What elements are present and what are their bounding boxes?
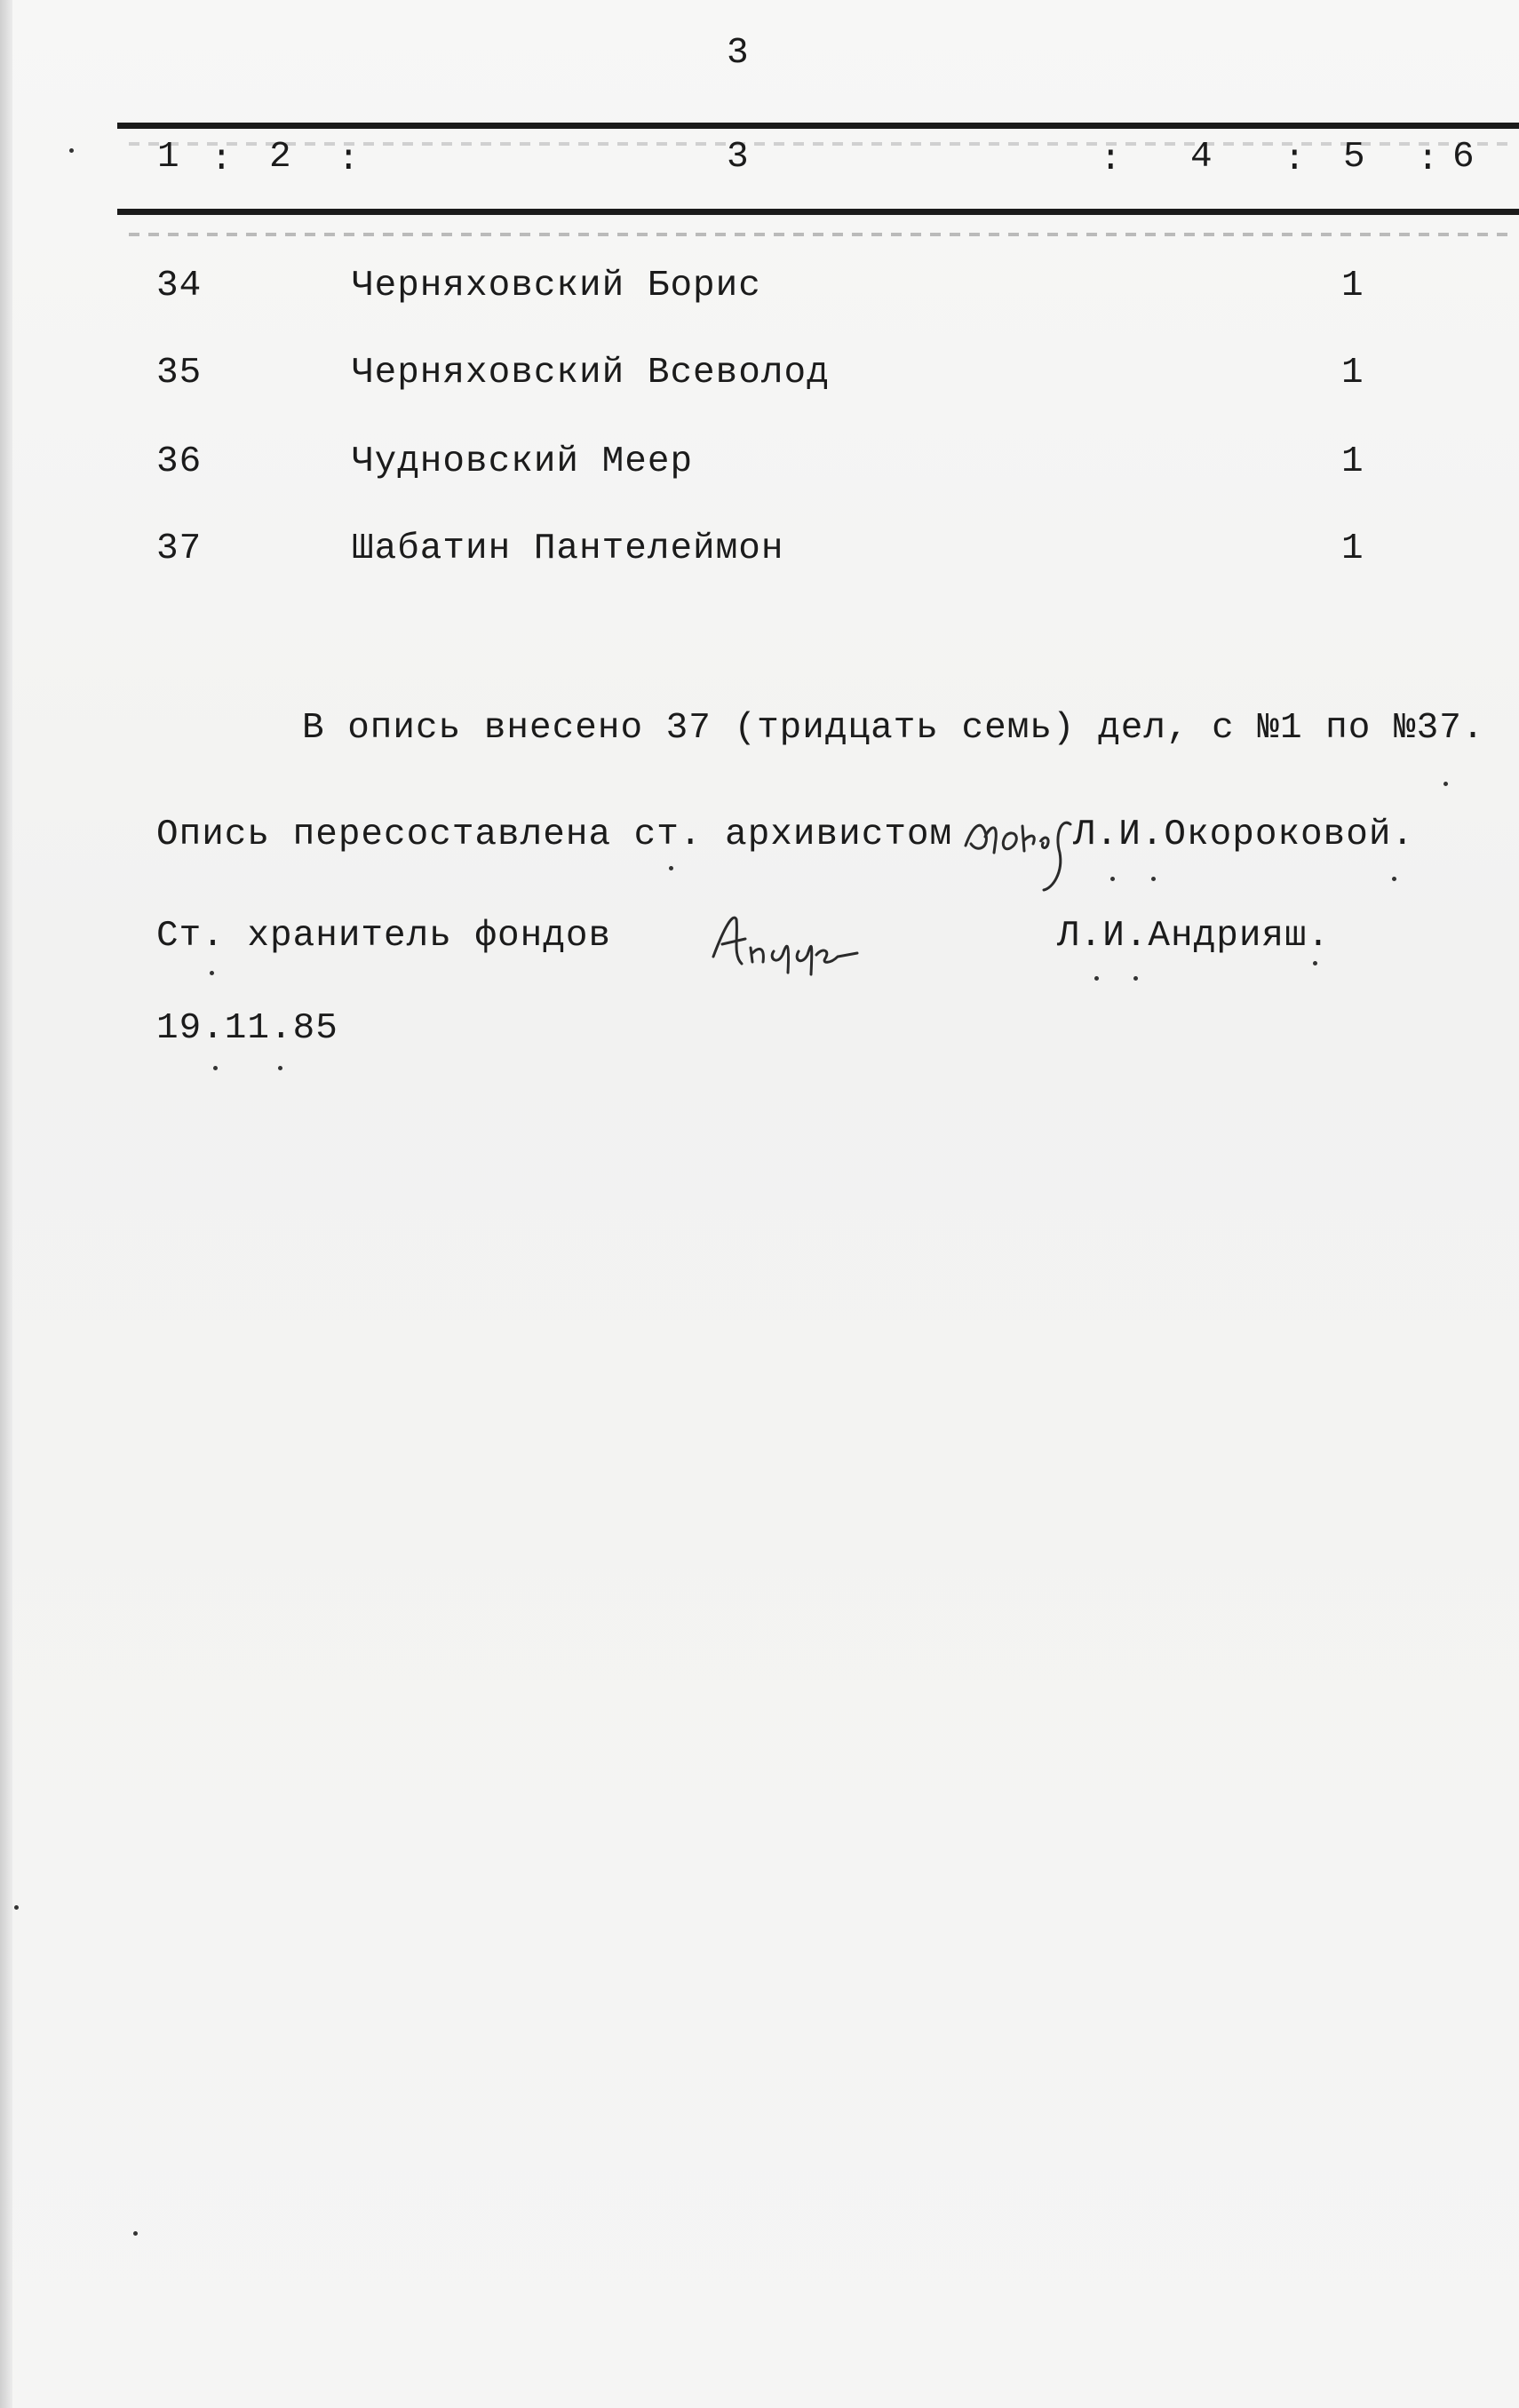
- keeper-name: Л.И.Андрияш.: [1057, 916, 1331, 957]
- compiled-by-label: Опись пересоставлена ст. архивистом: [156, 815, 953, 855]
- column-separator: :: [1417, 139, 1439, 180]
- document-date: 19.11.85: [156, 1008, 338, 1049]
- keeper-signature: [706, 902, 866, 981]
- row-name: Шабатин Пантелеймон: [352, 528, 784, 569]
- page-number: 3: [727, 33, 750, 74]
- row-number: 34: [156, 266, 203, 306]
- column-header-6: 6: [1452, 137, 1475, 178]
- ink-speck: [1313, 961, 1317, 966]
- column-header-4: 4: [1190, 137, 1213, 178]
- header-dotted-line: [129, 142, 1515, 146]
- column-separator: :: [1284, 139, 1306, 180]
- ink-speck: [133, 2231, 138, 2236]
- row-quantity: 1: [1341, 353, 1364, 393]
- row-quantity: 1: [1341, 528, 1364, 569]
- column-header-5: 5: [1343, 137, 1366, 178]
- compiled-by-name: Л.И.Окороковой.: [1073, 815, 1415, 855]
- column-separator: :: [211, 139, 233, 180]
- table-header-top-rule: [117, 123, 1519, 129]
- ink-speck: [1392, 877, 1396, 881]
- table-header-bottom-rule: [117, 209, 1519, 215]
- ink-speck: [669, 866, 673, 870]
- table-row: [0, 528, 1519, 576]
- row-quantity: 1: [1341, 441, 1364, 482]
- column-separator: :: [1100, 139, 1122, 180]
- row-quantity: 1: [1341, 266, 1364, 306]
- table-dotted-line: [129, 233, 1515, 236]
- ink-speck: [278, 1066, 282, 1070]
- row-name: Чудновский Меер: [352, 441, 694, 482]
- ink-speck: [210, 971, 214, 975]
- ink-speck: [1151, 877, 1156, 881]
- ink-speck: [1133, 976, 1138, 981]
- ink-speck: [1094, 976, 1099, 981]
- ink-speck: [213, 1066, 218, 1070]
- row-name: Черняховский Всеволод: [352, 353, 830, 393]
- ink-speck: [1443, 782, 1448, 786]
- row-number: 37: [156, 528, 203, 569]
- keeper-label: Ст. хранитель фондов: [156, 916, 612, 957]
- row-number: 36: [156, 441, 203, 482]
- row-name: Черняховский Борис: [352, 266, 761, 306]
- row-number: 35: [156, 353, 203, 393]
- summary-line: В опись внесено 37 (тридцать семь) дел, с №1 по №37.: [302, 708, 1485, 749]
- ink-speck: [14, 1905, 19, 1910]
- table-row: [0, 355, 1519, 400]
- ink-speck: [69, 148, 74, 153]
- table-row: [0, 441, 1519, 489]
- column-header-2: 2: [269, 137, 292, 178]
- column-header-1: 1: [157, 137, 180, 178]
- column-separator: :: [338, 139, 360, 180]
- column-header-3: 3: [727, 137, 750, 178]
- ink-speck: [1110, 877, 1115, 881]
- table-row: [0, 268, 1519, 313]
